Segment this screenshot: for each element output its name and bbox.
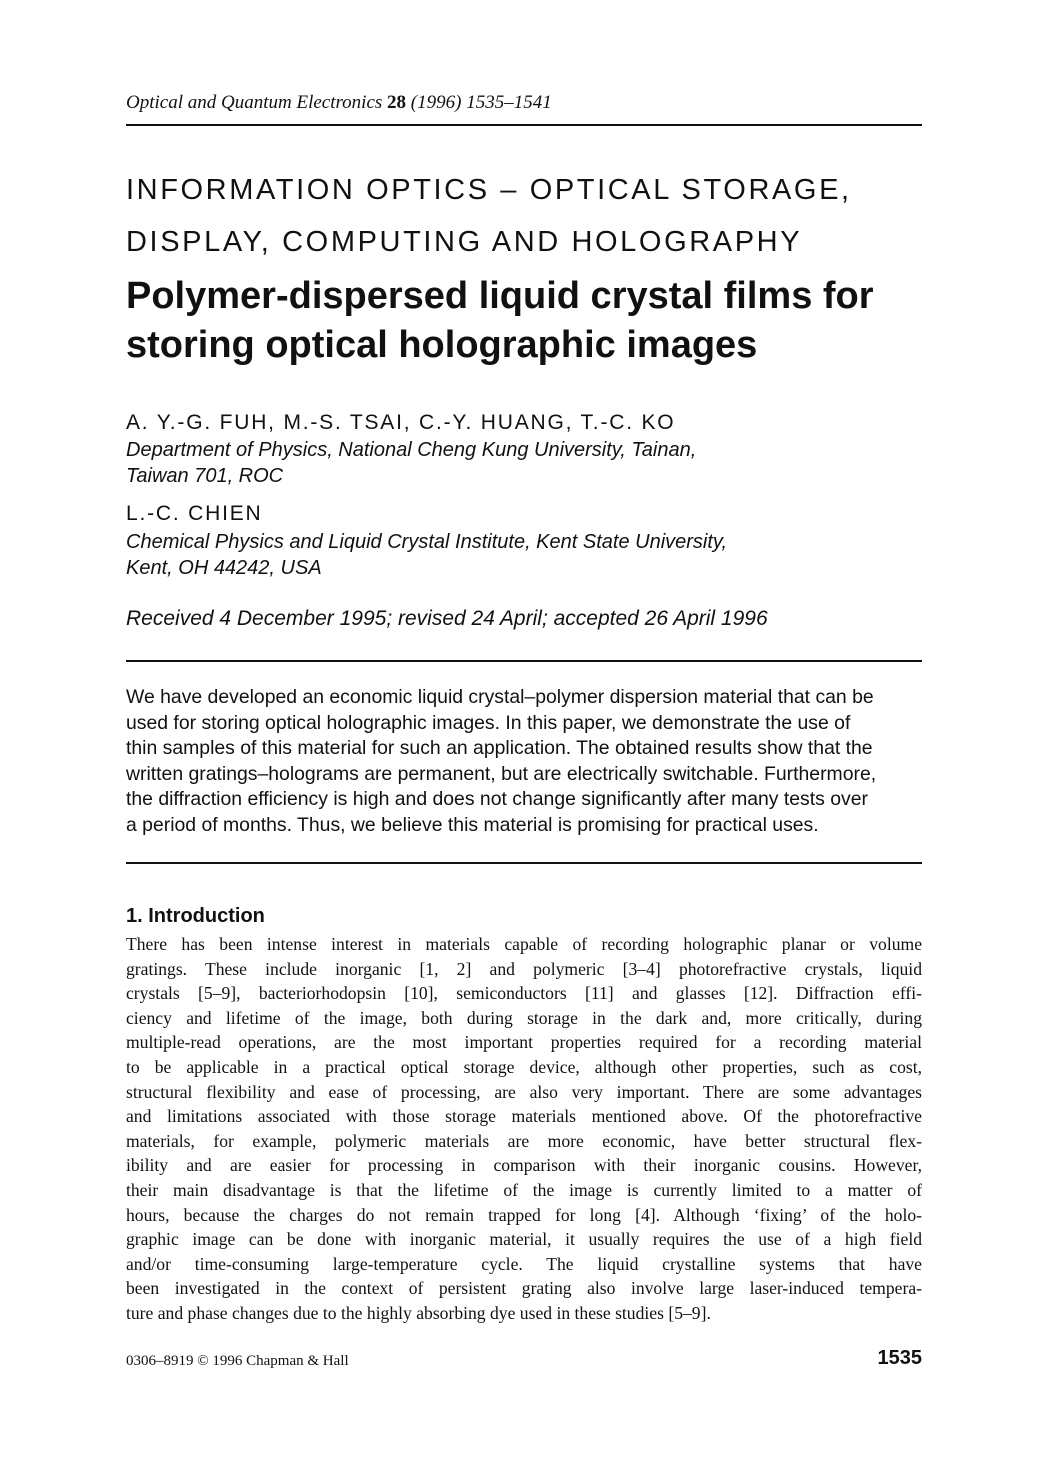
affiliation-line: Chemical Physics and Liquid Crystal Institute, Kent State University, [126, 531, 727, 553]
paper-title [126, 272, 916, 370]
abstract-line: the diffraction efficiency is high and does not change significantly after many tests over [126, 788, 868, 810]
body-line: ture and phase changes due to the highly absorbing dye used in these studies [5–9]. [126, 1302, 711, 1323]
body-line: gratings. These include inorganic [1, 2] and polymeric [3–4] photorefractive crystals, liquid [126, 958, 922, 979]
journal-name: Optical and Quantum Electronics [126, 92, 383, 113]
abstract-line: thin samples of this material for such an application. The obtained results show that the [126, 737, 873, 759]
author-affiliation [126, 529, 886, 581]
header-rule [126, 124, 922, 126]
abstract-line: used for storing optical holographic images. In this paper, we demonstrate the use of [126, 711, 851, 734]
introduction-body [126, 932, 922, 1326]
body-line: crystals [5–9], bacteriorhodopsin [10], semiconductors [11] and glasses [12]. Diffraction effi- [126, 983, 922, 1004]
body-line: There has been intense interest in materials capable of recording holographic planar or volume [126, 934, 922, 954]
affiliation-line: Kent, OH 44242, USA [126, 557, 322, 579]
abstract-line: written gratings–holograms are permanent, but are electrically switchable. Furthermore, [126, 762, 877, 785]
page-number: 1535 [877, 1347, 922, 1369]
journal-year-pages: (1996) 1535–1541 [410, 92, 552, 113]
paper-title-line2: storing optical holographic images [126, 324, 758, 366]
abstract-line: We have developed an economic liquid crystal–polymer dispersion material that can be [126, 686, 874, 708]
body-line: ciency and lifetime of the image, both during storage in the dark and, more critically, during [126, 1007, 922, 1028]
body-line: multiple-read operations, are the most important properties required for a recording material [126, 1032, 922, 1053]
body-line: graphic image can be done with inorganic material, it usually requires the use of a high field [126, 1229, 922, 1250]
body-line: been investigated in the context of persistent grating also involve large laser-induced tempera- [126, 1278, 922, 1299]
body-line: and/or time-consuming large-temperature cycle. The liquid crystalline systems that have [126, 1253, 922, 1274]
body-line: and limitations associated with those storage materials mentioned above. Of the photorefractive [126, 1106, 922, 1127]
section-heading-line1: INFORMATION OPTICS – OPTICAL STORAGE, [126, 174, 852, 206]
section-heading-line2: DISPLAY, COMPUTING AND HOLOGRAPHY [126, 226, 803, 258]
body-line: structural flexibility and ease of processing, are also very important. There are some advantages [126, 1081, 922, 1102]
abstract-line: a period of months. Thus, we believe this material is promising for practical uses. [126, 813, 819, 836]
body-line: ibility and are easier for processing in comparison with their inorganic cousins. However, [126, 1155, 922, 1176]
author-names: A. Y.-G. FUH, M.-S. TSAI, C.-Y. HUANG, T.-C. KO [126, 411, 676, 434]
body-line: materials, for example, polymeric materials are more economic, have better structural flex- [126, 1130, 922, 1151]
introduction-heading: 1. Introduction [126, 905, 265, 927]
abstract-top-rule [126, 660, 922, 662]
affiliation-line: Department of Physics, National Cheng Kung University, Tainan, [126, 439, 697, 461]
received-dates: Received 4 December 1995; revised 24 April; accepted 26 April 1996 [126, 607, 768, 630]
journal-header [126, 92, 552, 114]
author-names: L.-C. CHIEN [126, 502, 263, 525]
journal-volume: 28 [387, 92, 407, 113]
issn-copyright: 0306–8919 © 1996 Chapman & Hall [126, 1353, 349, 1369]
abstract [126, 685, 926, 838]
affiliation-line: Taiwan 701, ROC [126, 465, 284, 487]
author-affiliation [126, 437, 886, 489]
body-line: their main disadvantage is that the lifetime of the image is currently limited to a matter of [126, 1179, 922, 1200]
paper-title-line1: Polymer-dispersed liquid crystal films for [126, 275, 874, 317]
abstract-bottom-rule [126, 862, 922, 864]
body-line: to be applicable in a practical optical storage device, although other properties, such as cost, [126, 1056, 922, 1077]
body-line: hours, because the charges do not remain trapped for long [4]. Although ‘fixing’ of the holo- [126, 1204, 922, 1225]
